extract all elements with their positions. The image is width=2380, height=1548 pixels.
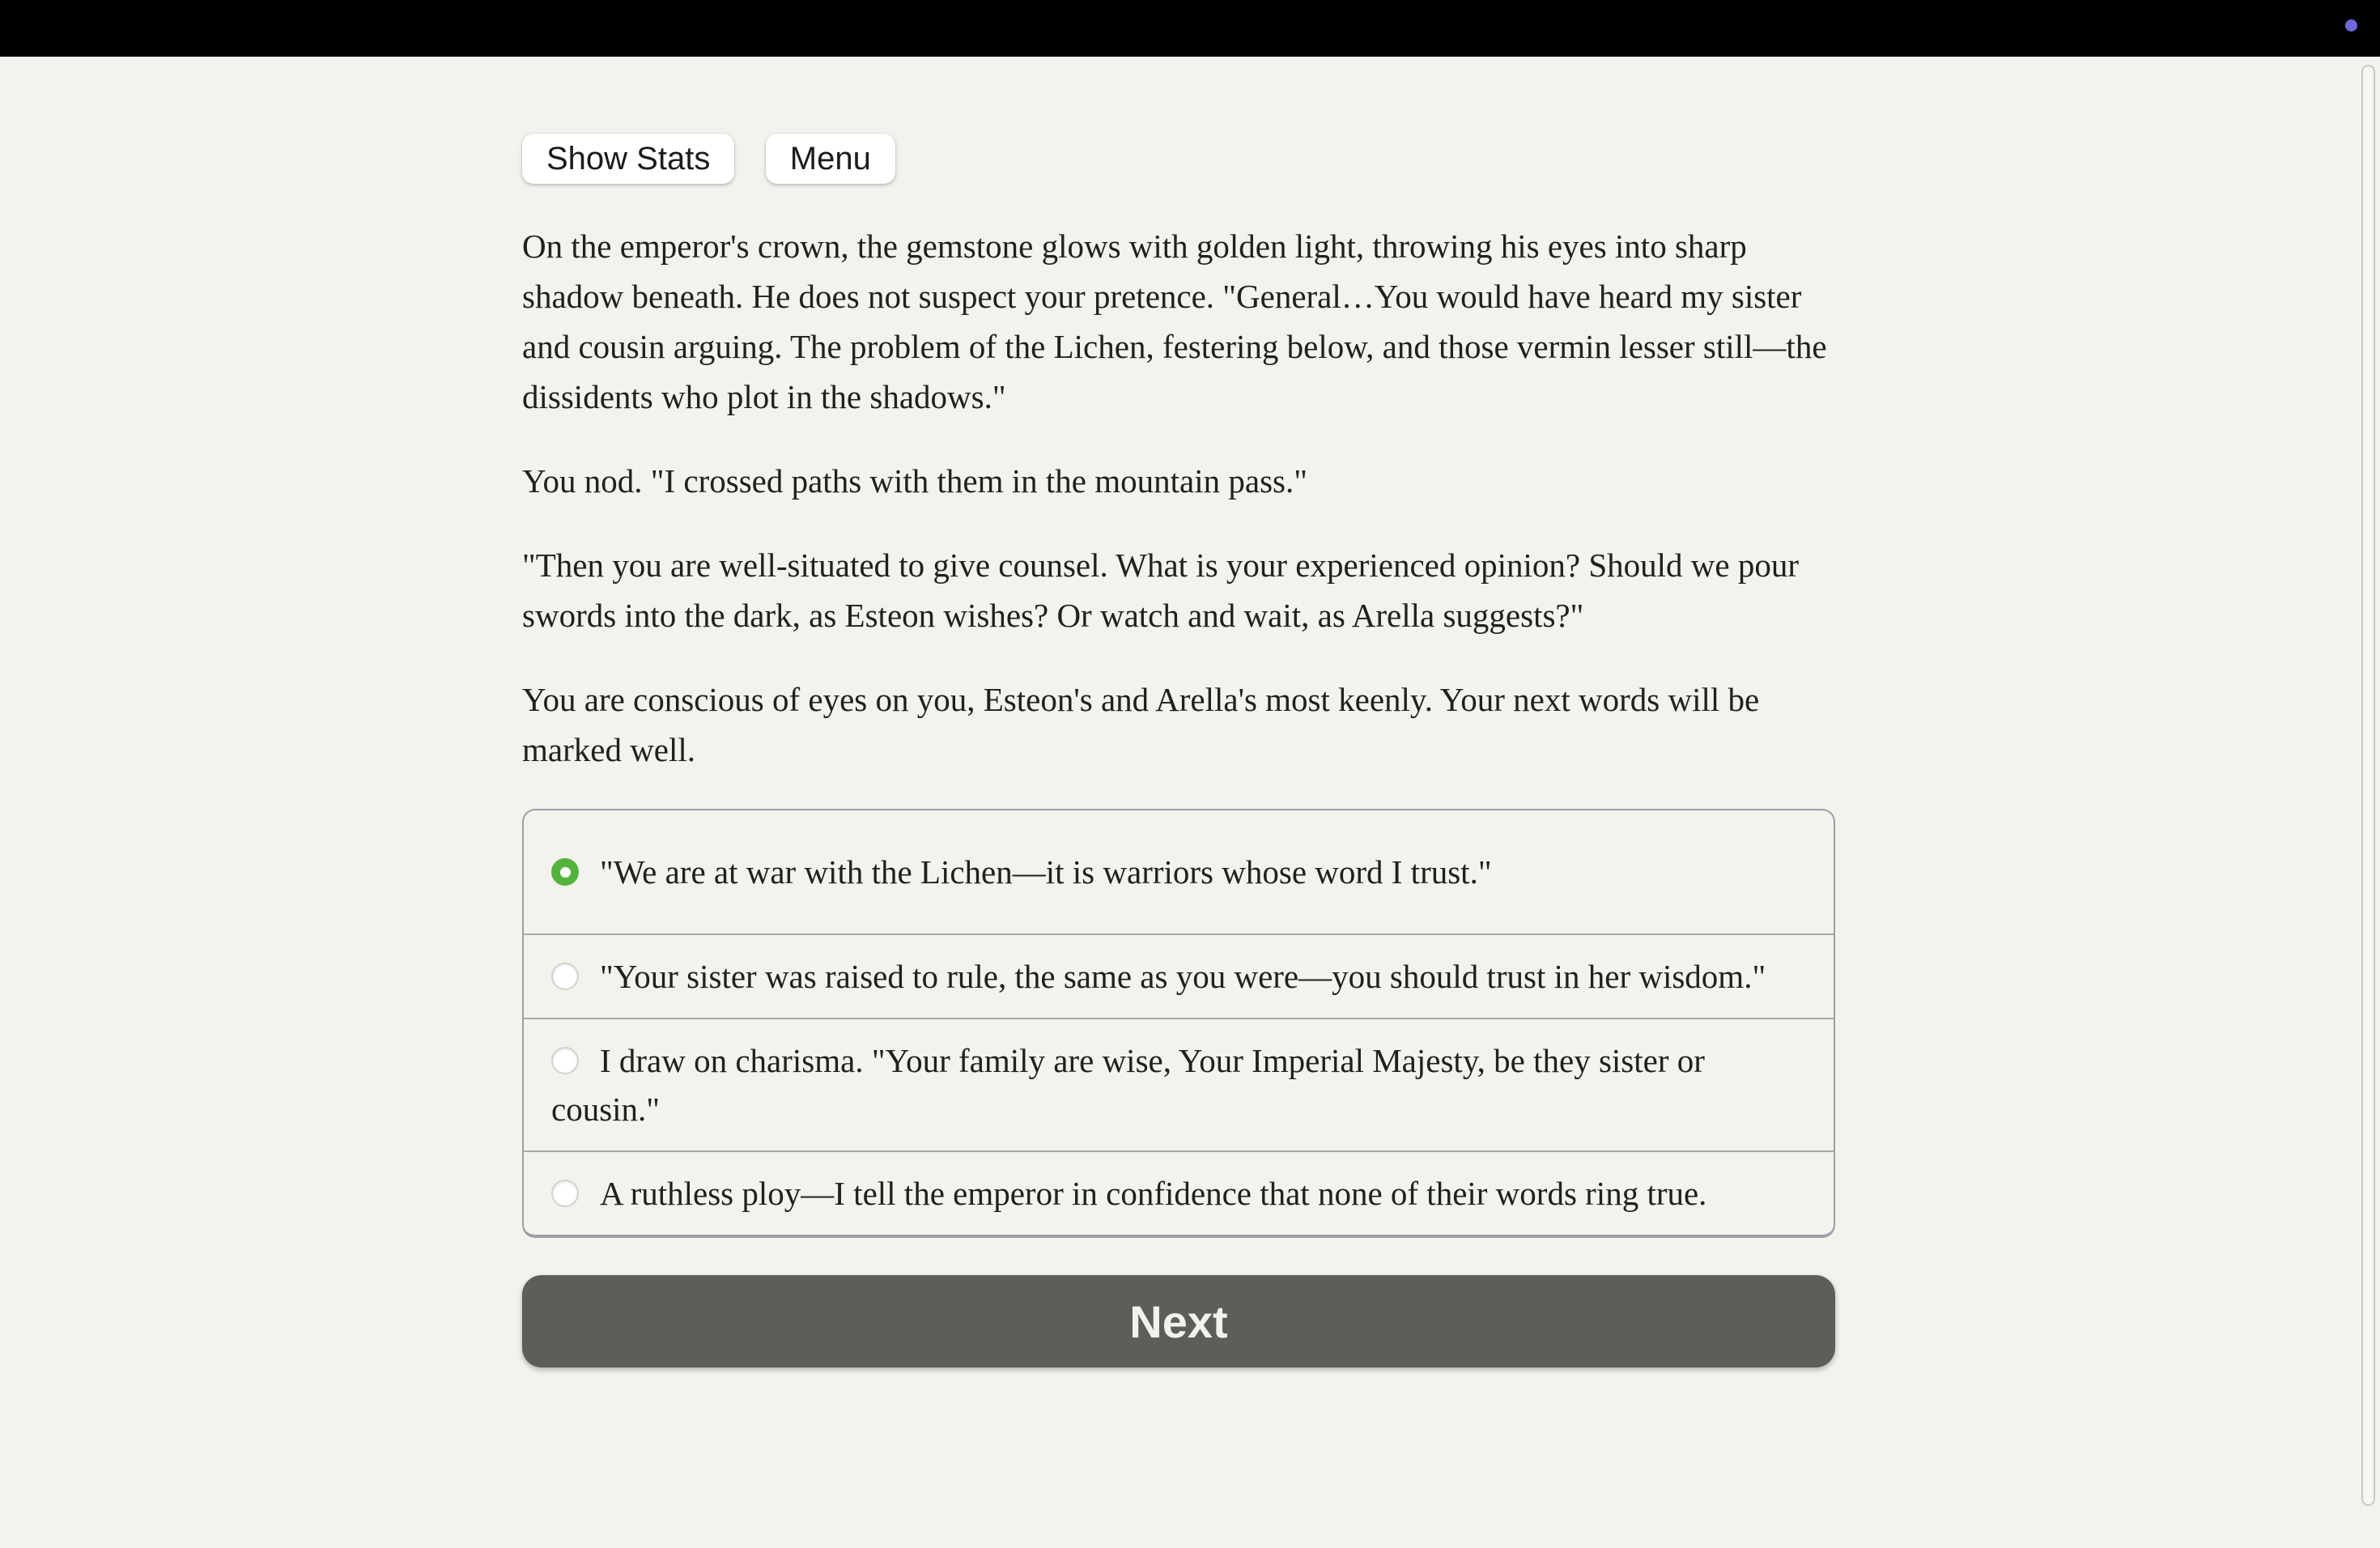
story-paragraph: You are conscious of eyes on you, Esteon's and Arella's most keenly. Your next words will be marked well.	[522, 681, 1760, 768]
scrollbar-thumb[interactable]	[2361, 65, 2375, 1506]
status-indicator-dot	[2345, 19, 2357, 32]
menu-button[interactable]: Menu	[766, 134, 895, 184]
story-paragraph: On the emperor's crown, the gemstone glows with golden light, throwing his eyes into sharp shadow beneath. He does not suspect your pretence. "General…You would have heard my sister and cousin arguing. The problem of the Lichen, festering below, and those vermin lesser still—the dissidents who plot in the shadows."	[522, 228, 1827, 415]
choice-option-label: I draw on charisma. "Your family are wise, Your Imperial Majesty, be they sister or cousin."	[551, 1042, 1705, 1128]
choice-option-label: "Your sister was raised to rule, the same as you were—you should trust in her wisdom."	[600, 958, 1766, 995]
show-stats-button[interactable]: Show Stats	[522, 134, 734, 184]
story-text	[522, 221, 1835, 775]
choice-option-label: A ruthless ploy—I tell the emperor in confidence that none of their words ring true.	[600, 1175, 1707, 1212]
radio-button-icon[interactable]	[551, 1180, 579, 1207]
story-paragraph: "Then you are well-situated to give counsel. What is your experienced opinion? Should we pour swords into the dark, as Esteon wishes? Or watch and wait, as Arella suggests?"	[522, 546, 1799, 634]
radio-button-icon[interactable]	[551, 963, 579, 990]
radio-button-icon[interactable]	[551, 1047, 579, 1074]
choice-list	[522, 809, 1835, 1238]
choice-option-label: "We are at war with the Lichen—it is warriors whose word I trust."	[600, 853, 1492, 891]
choice-option[interactable]	[524, 933, 1834, 1018]
radio-button-icon[interactable]	[551, 858, 579, 886]
choice-option[interactable]	[524, 1150, 1834, 1235]
game-page	[522, 57, 1835, 1367]
next-button[interactable]: Next	[522, 1275, 1835, 1367]
choice-option[interactable]	[524, 1018, 1834, 1150]
choice-option[interactable]	[524, 810, 1834, 933]
titlebar	[0, 0, 2380, 57]
toolbar	[522, 134, 1835, 184]
story-paragraph: You nod. "I crossed paths with them in the mountain pass."	[522, 462, 1307, 500]
